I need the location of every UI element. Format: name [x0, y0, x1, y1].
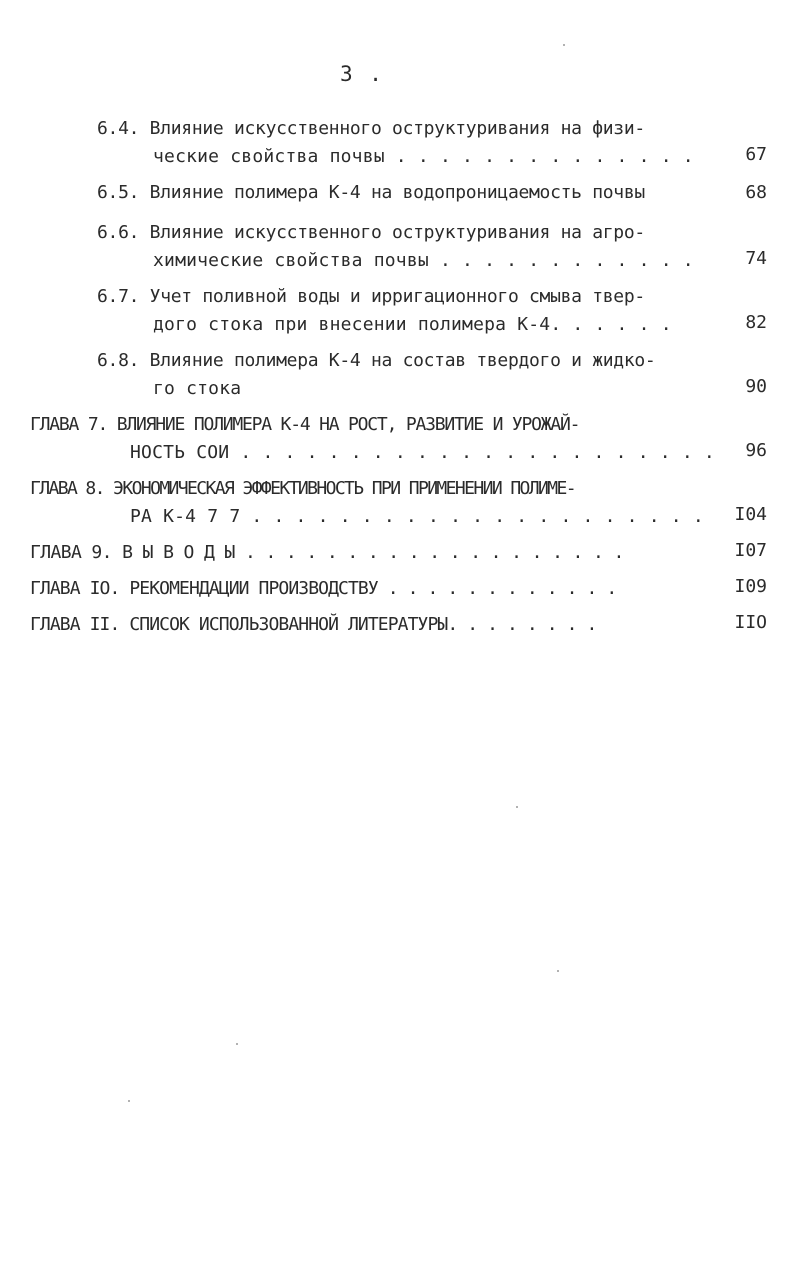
toc-chapter-11-page: IIO — [734, 612, 767, 633]
toc-entry-6-4-page: 67 — [745, 144, 767, 165]
page-number: 3 . — [340, 62, 384, 86]
toc-chapter-9-line1: ГЛАВА 9. В Ы В О Д Ы . . . . . . . . . . . . . . . . . . . — [30, 542, 624, 563]
toc-chapter-7-line1: ГЛАВА 7. ВЛИЯНИЕ ПОЛИМЕРА К-4 НА РОСТ, РАЗВИТИЕ И УРОЖАЙ- — [30, 414, 580, 435]
toc-entry-6-8-line1: 6.8. Влияние полимера К-4 на состав твердого и жидко- — [97, 350, 656, 371]
toc-entry-6-7-line1: 6.7. Учет поливной воды и ирригационного смыва твер- — [97, 286, 645, 307]
toc-chapter-9-page: I07 — [734, 540, 767, 561]
toc-entry-6-7-page: 82 — [745, 312, 767, 333]
toc-chapter-10-line1: ГЛАВА IO. РЕКОМЕНДАЦИИ ПРОИЗВОДСТВУ . . . . . . . . . . . . — [30, 578, 617, 599]
toc-chapter-7-page: 96 — [745, 440, 767, 461]
toc-entry-6-5-page: 68 — [745, 182, 767, 203]
toc-chapter-8-page: I04 — [734, 504, 767, 525]
toc-chapter-10-page: I09 — [734, 576, 767, 597]
toc-chapter-8-line2: РА К-4 7 7 . . . . . . . . . . . . . . . . . . . . . — [130, 506, 704, 527]
scan-speck — [236, 1043, 238, 1045]
toc-entry-6-4-line1: 6.4. Влияние искусственного оструктуривания на физи- — [97, 118, 645, 139]
toc-entry-6-8-line2: го стока — [153, 378, 242, 399]
toc-entry-6-6-page: 74 — [745, 248, 767, 269]
toc-chapter-7-line2: НОСТЬ СОИ . . . . . . . . . . . . . . . . . . . . . . — [130, 442, 715, 463]
toc-chapter-11-line1: ГЛАВА II. СПИСОК ИСПОЛЬЗОВАННОЙ ЛИТЕРАТУРЫ. . . . . . . . — [30, 614, 597, 635]
toc-entry-6-6-line1: 6.6. Влияние искусственного оструктуривания на агро- — [97, 222, 645, 243]
scan-speck — [563, 44, 565, 46]
scan-speck — [557, 970, 559, 972]
toc-entry-6-8-page: 90 — [745, 376, 767, 397]
scan-speck — [128, 1100, 130, 1102]
toc-entry-6-7-line2: дого стока при внесении полимера К-4. . . . . . — [153, 314, 672, 335]
scan-speck — [516, 806, 518, 808]
toc-entry-6-5-line1: 6.5. Влияние полимера К-4 на водопроницаемость почвы — [97, 182, 645, 203]
toc-entry-6-4-line2: ческие свойства почвы . . . . . . . . . . . . . . — [153, 146, 694, 167]
toc-chapter-8-line1: ГЛАВА 8. ЭКОНОМИЧЕСКАЯ ЭФФЕКТИВНОСТЬ ПРИ ПРИМЕНЕНИИ ПОЛИМЕ- — [30, 478, 575, 499]
toc-entry-6-6-line2: химические свойства почвы . . . . . . . . . . . . — [153, 250, 694, 271]
